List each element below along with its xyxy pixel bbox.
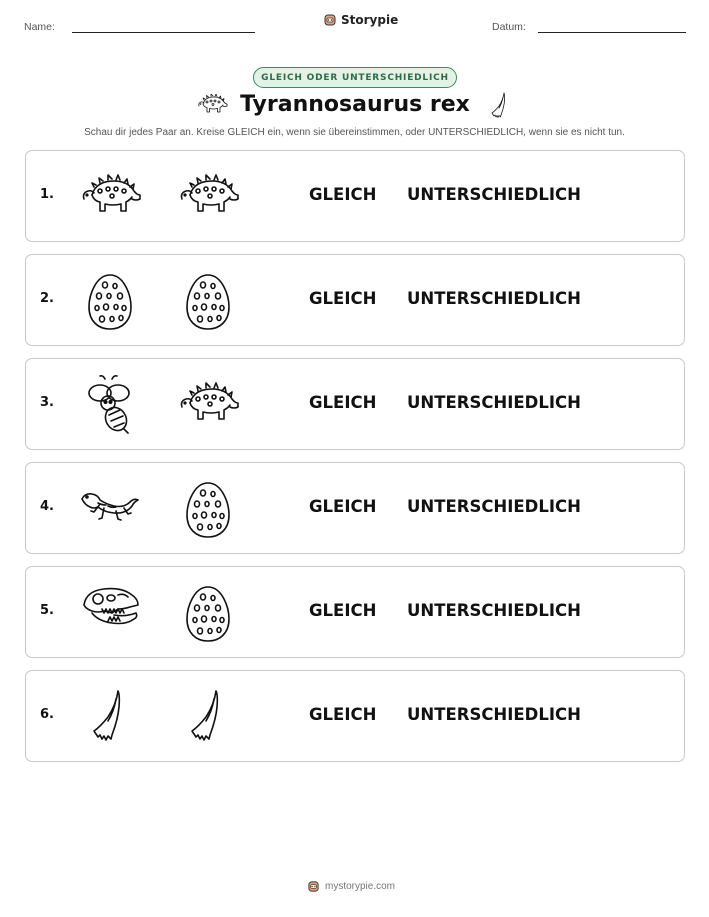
question-number: 3. <box>40 395 54 410</box>
ankylosaurus-icon <box>78 165 142 229</box>
question-row <box>25 462 685 554</box>
question-number: 4. <box>40 499 54 514</box>
question-number: 2. <box>40 291 54 306</box>
logo-text: Storypie <box>341 13 399 27</box>
storypie-logo <box>323 13 398 27</box>
option-different[interactable]: UNTERSCHIEDLICH <box>407 393 581 412</box>
option-same[interactable]: GLEICH <box>309 393 377 412</box>
option-different[interactable]: UNTERSCHIEDLICH <box>407 289 581 308</box>
option-different[interactable]: UNTERSCHIEDLICH <box>407 185 581 204</box>
option-same[interactable]: GLEICH <box>309 601 377 620</box>
trex-skull-icon <box>78 581 142 645</box>
worksheet-type-badge: GLEICH ODER UNTERSCHIEDLICH <box>253 67 457 88</box>
option-same[interactable]: GLEICH <box>309 185 377 204</box>
storypie-mascot-icon <box>307 880 320 893</box>
dino-egg-icon <box>78 269 142 333</box>
date-label: Datum: <box>492 21 526 33</box>
dino-egg-icon <box>176 581 240 645</box>
storypie-mascot-icon <box>323 13 337 27</box>
option-same[interactable]: GLEICH <box>309 289 377 308</box>
question-row <box>25 254 685 346</box>
footer-url[interactable]: mystorypie.com <box>325 881 396 892</box>
page-title: Tyrannosaurus rex <box>240 92 470 117</box>
bee-icon <box>78 373 142 437</box>
ankylosaurus-icon <box>196 94 228 116</box>
footer <box>307 880 395 893</box>
option-different[interactable]: UNTERSCHIEDLICH <box>407 705 581 724</box>
question-number: 5. <box>40 603 54 618</box>
tooth-icon <box>176 685 240 749</box>
question-row <box>25 358 685 450</box>
name-field-line[interactable] <box>72 32 255 33</box>
ankylosaurus-icon <box>176 165 240 229</box>
question-number: 1. <box>40 187 54 202</box>
question-row <box>25 670 685 762</box>
date-field-line[interactable] <box>538 32 686 33</box>
lizard-icon <box>78 477 142 541</box>
dino-egg-icon <box>176 477 240 541</box>
option-different[interactable]: UNTERSCHIEDLICH <box>407 497 581 516</box>
ankylosaurus-icon <box>176 373 240 437</box>
question-row <box>25 150 685 242</box>
instructions: Schau dir jedes Paar an. Kreise GLEICH ein, wenn sie übereinstimmen, oder UNTERSCHIEDLICH, wenn sie es nicht tun. <box>84 127 625 138</box>
question-number: 6. <box>40 707 54 722</box>
option-same[interactable]: GLEICH <box>309 705 377 724</box>
name-label: Name: <box>24 21 55 33</box>
dino-egg-icon <box>176 269 240 333</box>
option-different[interactable]: UNTERSCHIEDLICH <box>407 601 581 620</box>
option-same[interactable]: GLEICH <box>309 497 377 516</box>
tooth-icon <box>78 685 142 749</box>
tooth-icon <box>489 92 509 120</box>
question-row <box>25 566 685 658</box>
